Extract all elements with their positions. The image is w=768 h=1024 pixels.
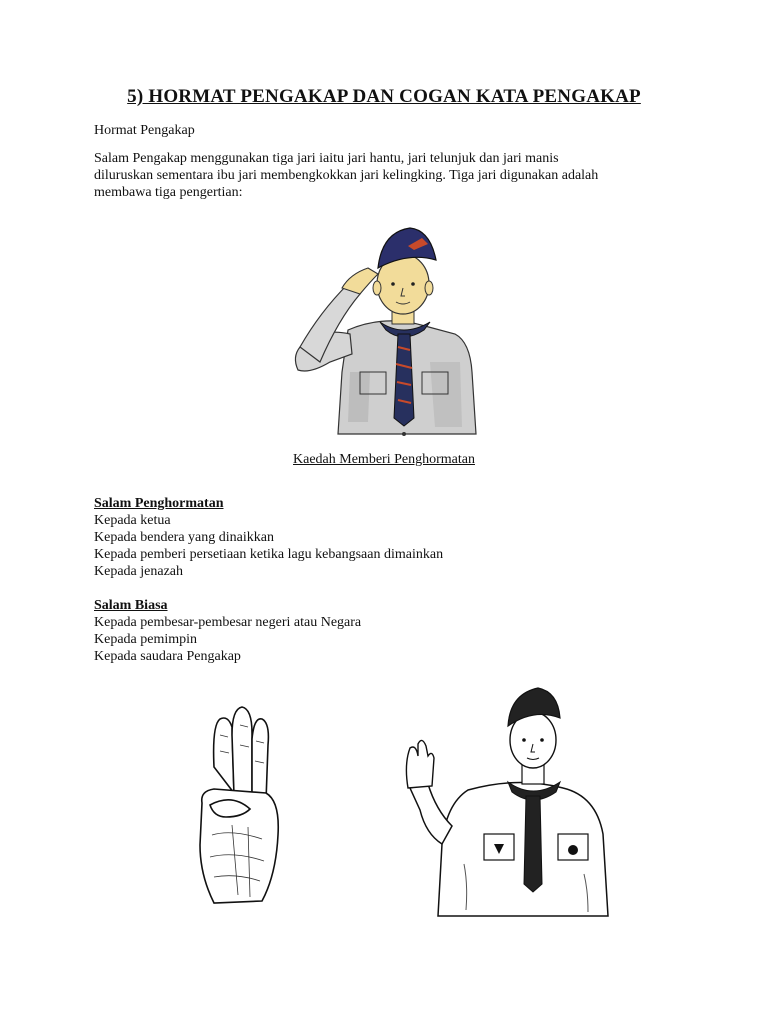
section-salam-penghormatan <box>94 495 443 580</box>
list-item: Kepada saudara Pengakap <box>94 649 241 664</box>
paragraph-line: membawa tiga pengertian: <box>94 185 243 200</box>
scout-raised-hand-illustration <box>398 684 610 919</box>
list-item: Kepada pemimpin <box>94 632 198 647</box>
section-heading: Salam Biasa <box>94 598 168 613</box>
list-item: Kepada pembesar-pembesar negeri atau Negara <box>94 615 362 630</box>
list-item: Kepada bendera yang dinaikkan <box>94 530 274 545</box>
three-finger-sign-illustration <box>192 705 282 910</box>
section-heading: Salam Penghormatan <box>94 496 224 511</box>
intro-paragraph <box>94 150 674 201</box>
list-item: Kepada ketua <box>94 513 171 528</box>
paragraph-line: diluruskan sementara ibu jari membengkokkan jari kelingking. Tiga jari digunakan adalah <box>94 168 599 183</box>
page-title: 5) HORMAT PENGAKAP DAN COGAN KATA PENGAKAP <box>127 86 641 107</box>
paragraph-line: Salam Pengakap menggunakan tiga jari iaitu jari hantu, jari telunjuk dan jari manis <box>94 151 559 166</box>
section-salam-biasa <box>94 597 361 665</box>
subheading-hormat-pengakap: Hormat Pengakap <box>94 123 195 138</box>
scout-salute-illustration <box>290 222 480 442</box>
section-list <box>94 614 361 665</box>
list-item: Kepada jenazah <box>94 564 183 579</box>
figure-caption: Kaedah Memberi Penghormatan <box>293 452 475 467</box>
list-item: Kepada pemberi persetiaan ketika lagu kebangsaan dimainkan <box>94 547 444 562</box>
section-list <box>94 512 443 580</box>
